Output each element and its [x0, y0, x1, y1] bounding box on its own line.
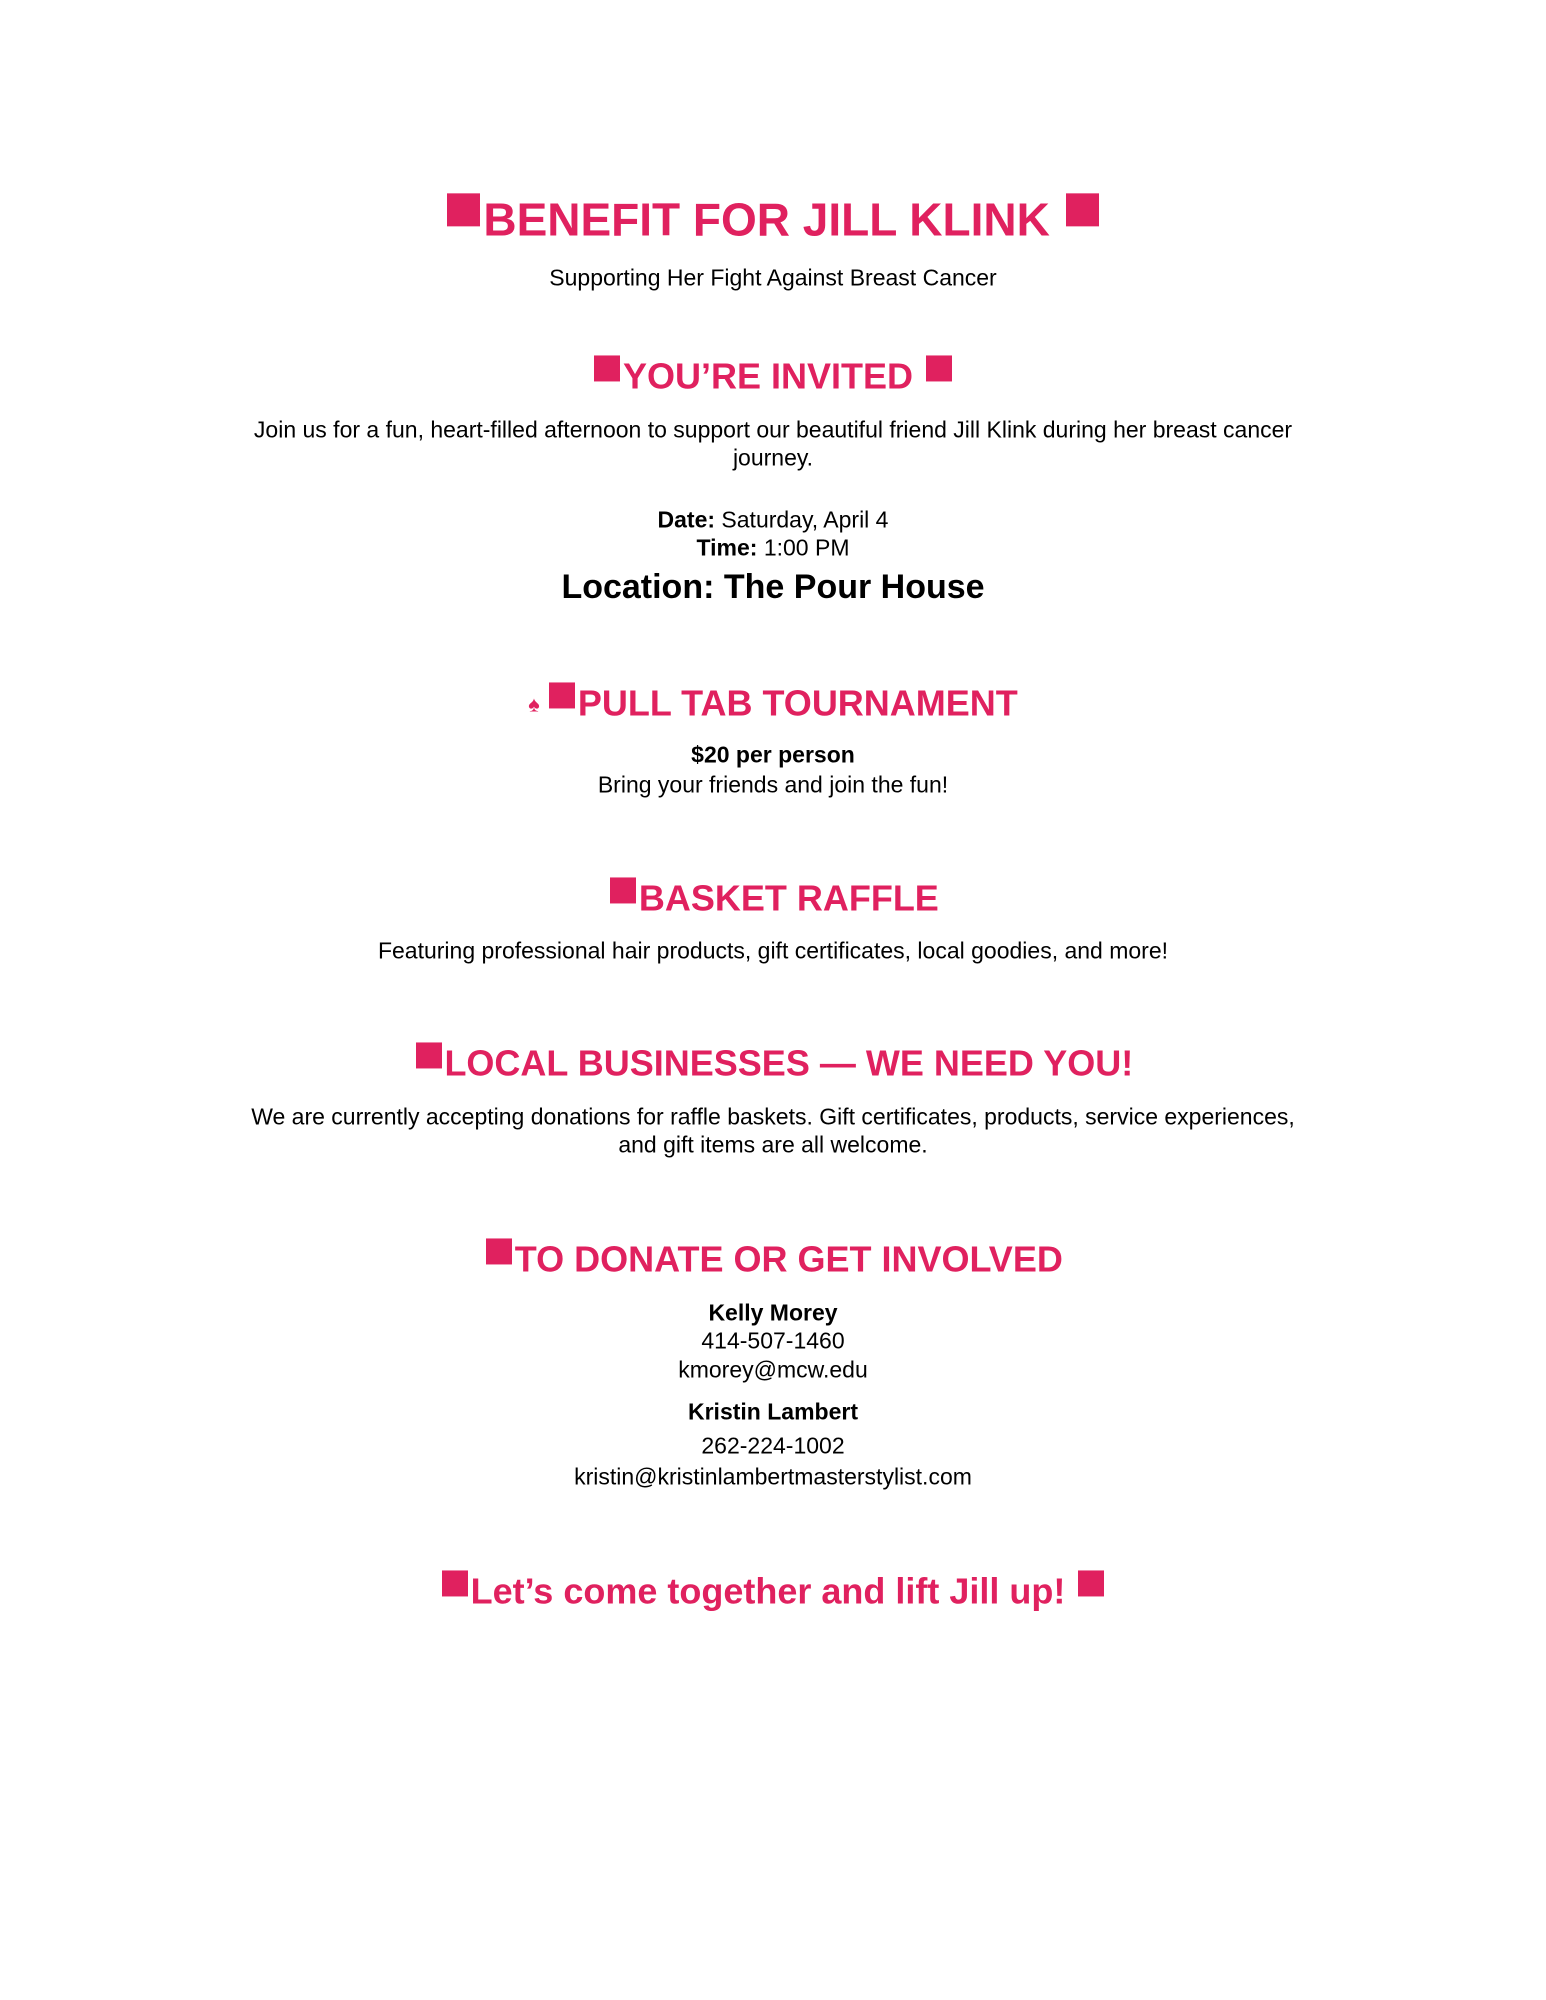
time-line — [0, 534, 1546, 561]
title-text: BENEFIT FOR JILL KLINK — [483, 193, 1050, 246]
time-value: 1:00 PM — [763, 534, 850, 561]
businesses-body-line2: and gift items are all welcome. — [618, 1131, 928, 1158]
donate-heading — [0, 1238, 1546, 1280]
pulltab-body: Bring your friends and join the fun! — [597, 771, 949, 798]
square-icon — [442, 1570, 468, 1596]
date-line — [0, 506, 1546, 533]
raffle-body: Featuring professional hair products, gift certificates, local goodies, and more! — [377, 937, 1169, 964]
heading-text: YOU’RE INVITED — [622, 355, 914, 397]
contact-name: Kristin Lambert — [688, 1398, 858, 1425]
pulltab-price: $20 per person — [691, 741, 855, 768]
invited-body-line2: journey. — [732, 444, 814, 471]
square-icon — [594, 355, 620, 381]
time-label: Time: — [696, 534, 758, 561]
invited-heading — [0, 355, 1546, 397]
square-icon — [1066, 193, 1099, 226]
pulltab-heading — [0, 682, 1546, 724]
square-icon — [447, 193, 480, 226]
location: Location: The Pour House — [561, 568, 985, 606]
square-icon — [416, 1042, 442, 1068]
heading-text: BASKET RAFFLE — [638, 877, 939, 919]
square-icon — [549, 682, 575, 708]
square-icon — [610, 877, 636, 903]
spade-icon: ♠ — [528, 691, 540, 717]
heading-text: TO DONATE OR GET INVOLVED — [514, 1238, 1063, 1280]
heading-text: LOCAL BUSINESSES — WE NEED YOU! — [444, 1042, 1134, 1084]
contact-email[interactable]: kristin@kristinlambertmasterstylist.com — [574, 1463, 972, 1490]
subtitle: Supporting Her Fight Against Breast Cancer — [549, 264, 997, 291]
heading-text: PULL TAB TOURNAMENT — [577, 682, 1018, 724]
square-icon — [1078, 1570, 1104, 1596]
businesses-body-line1: We are currently accepting donations for raffle baskets. Gift certificates, products, service experiences, — [251, 1103, 1295, 1130]
contact-name: Kelly Morey — [708, 1299, 838, 1326]
page-title — [0, 193, 1546, 246]
contact-phone[interactable]: 262-224-1002 — [701, 1432, 845, 1459]
invited-body-line1: Join us for a fun, heart-filled afternoon to support our beautiful friend Jill Klink during her breast cancer — [253, 416, 1293, 443]
square-icon — [486, 1238, 512, 1264]
businesses-heading — [0, 1042, 1546, 1084]
contact-email[interactable]: kmorey@mcw.edu — [678, 1356, 868, 1383]
footer-text: Let’s come together and lift Jill up! — [470, 1570, 1066, 1612]
square-icon — [926, 355, 952, 381]
date-label: Date: — [657, 506, 716, 533]
date-value: Saturday, April 4 — [721, 506, 889, 533]
contact-phone[interactable]: 414-507-1460 — [701, 1327, 845, 1354]
footer-message — [0, 1570, 1546, 1612]
raffle-heading — [0, 877, 1546, 919]
